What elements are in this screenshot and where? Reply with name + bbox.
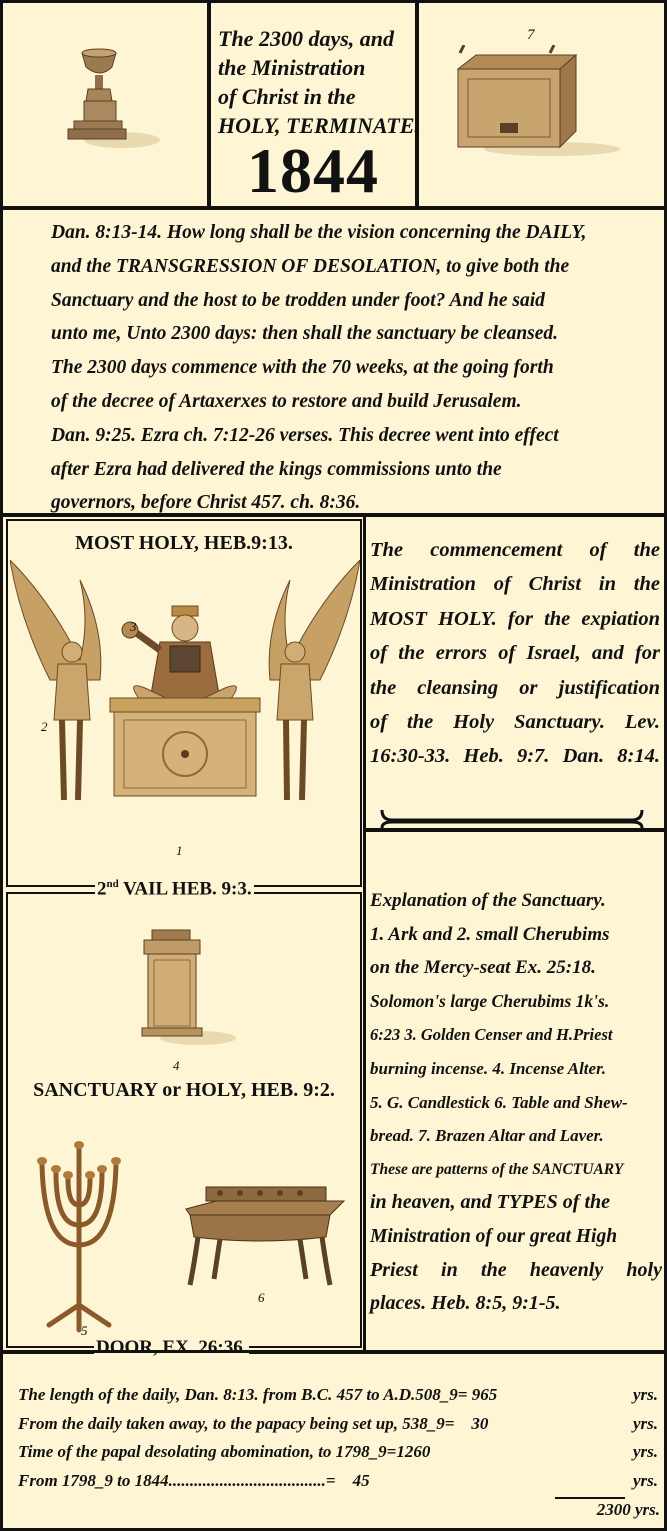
intro-line: governors, before Christ 457. ch. 8:36.	[51, 492, 361, 514]
explanation-line: Solomon's large Cherubims 1k's.	[370, 990, 610, 1011]
timeline-total-value: 2300	[596, 1500, 631, 1519]
intro-text	[51, 216, 661, 520]
explanation-line: 5. G. Candlestick 6. Table and Shew-	[370, 1092, 628, 1112]
holy-heading: SANCTUARY or HOLY, HEB. 9:2.	[33, 1079, 335, 1101]
commencement-line: of the Holy Sanctuary. Lev.	[370, 711, 660, 734]
timeline-row	[18, 1410, 658, 1439]
explanation-line: Priest in the heavenly holy	[370, 1258, 662, 1281]
door-label: DOOR, EX. 26:36.	[96, 1337, 248, 1358]
explanation-line: bread. 7. Brazen Altar and Laver.	[370, 1126, 604, 1146]
intro-line: unto me, Unto 2300 days: then shall the sanctuary be cleansed.	[51, 323, 559, 345]
title-line: HOLY, TERMINATE.	[218, 113, 420, 138]
intro-line: of the decree of Artaxerxes to restore and build Jerusalem.	[51, 390, 522, 412]
explanation-line: in heaven, and TYPES of the	[370, 1191, 611, 1214]
second-vail-label	[95, 878, 254, 900]
title-line: of Christ in the	[218, 84, 356, 109]
commencement-line: of the errors of Israel, and for	[370, 642, 660, 665]
timeline-row	[18, 1381, 658, 1410]
timeline-row-unit: yrs.	[632, 1470, 658, 1490]
timeline-rows	[18, 1381, 658, 1495]
altar-number: 7	[527, 27, 535, 43]
bracket-divider	[378, 808, 646, 830]
timeline-row-text: From 1798_9 to 1844.....................................= 45	[18, 1470, 370, 1490]
commencement-line: the cleansing or justification	[370, 676, 660, 699]
shewbread-table-image	[180, 1185, 350, 1290]
timeline-row-unit: yrs.	[632, 1385, 658, 1404]
commencement-line: 16:30-33. Heb. 9:7. Dan. 8:14.	[370, 745, 660, 768]
explanation-line: 1. Ark and 2. small Cherubims	[370, 923, 610, 945]
intro-line: Sanctuary and the host to be trodden under foot? And he said	[51, 289, 545, 311]
most-holy-heading: MOST HOLY, HEB.9:13.	[75, 532, 293, 554]
timeline-row-text: Time of the papal desolating abomination, to 1798_9=1260	[18, 1442, 431, 1461]
number-2: 2	[41, 719, 48, 734]
total-underline	[555, 1497, 625, 1499]
explanation-line: on the Mercy-seat Ex. 25:18.	[370, 957, 596, 979]
number-3: 3	[130, 619, 137, 634]
vail-text: VAIL HEB. 9:3.	[118, 878, 252, 900]
header-title	[218, 24, 418, 140]
intro-line: Dan. 9:25. Ezra ch. 7:12-26 verses. This decree went into effect	[51, 424, 559, 446]
vail-prefix: 2	[97, 878, 107, 900]
incense-altar-image	[136, 928, 236, 1046]
explanation-line: Ministration of our great High	[370, 1225, 618, 1247]
title-line: The 2300 days, and	[218, 26, 394, 51]
commencement-line: The commencement of the	[370, 539, 660, 561]
commencement-line: MOST HOLY. for the expiation	[370, 607, 660, 630]
explanation-line: places. Heb. 8:5, 9:1-5.	[370, 1292, 561, 1315]
timeline-total-unit: yrs.	[634, 1500, 660, 1519]
commencement-line: Ministration of Christ in the	[370, 573, 660, 596]
year-1844: 1844	[247, 135, 379, 206]
intro-line: Dan. 8:13-14. How long shall be the vision concerning the DAILY,	[51, 222, 587, 243]
intro-line: after Ezra had delivered the kings commissions unto the	[51, 458, 502, 480]
explanation-line: Explanation of the Sanctuary.	[370, 890, 606, 911]
number-6: 6	[258, 1290, 265, 1305]
intro-line: and the TRANSGRESSION OF DESOLATION, to give both the	[51, 255, 570, 277]
vail-sup: nd	[106, 878, 119, 890]
candlestick-image	[14, 1135, 144, 1335]
timeline-row-unit: yrs.	[632, 1413, 658, 1433]
explanation-line: burning incense. 4. Incense Alter.	[370, 1058, 606, 1078]
timeline-row-text: From the daily taken away, to the papacy being set up, 538_9= 30	[18, 1413, 489, 1433]
number-1: 1	[176, 843, 183, 858]
brazen-altar-image	[452, 45, 622, 157]
number-5: 5	[81, 1323, 88, 1338]
ark-cherubims-image	[10, 560, 360, 850]
timeline-row	[18, 1467, 658, 1496]
explanation-text	[370, 884, 662, 1321]
timeline-row	[18, 1438, 658, 1467]
timeline-row-text: The length of the daily, Dan. 8:13. from B.C. 457 to A.D.508_9= 965	[18, 1385, 498, 1404]
commencement-text	[370, 533, 660, 774]
timeline-total	[560, 1500, 660, 1520]
title-line: the Ministration	[218, 55, 366, 80]
laver-image	[60, 45, 160, 150]
explanation-line: 6:23 3. Golden Censer and H.Priest	[370, 1025, 613, 1045]
intro-line: The 2300 days commence with the 70 weeks, at the going forth	[51, 357, 554, 379]
number-4: 4	[173, 1058, 180, 1073]
timeline-row-unit: yrs.	[632, 1442, 658, 1461]
explanation-line: These are patterns of the SANCTUARY	[370, 1160, 624, 1178]
